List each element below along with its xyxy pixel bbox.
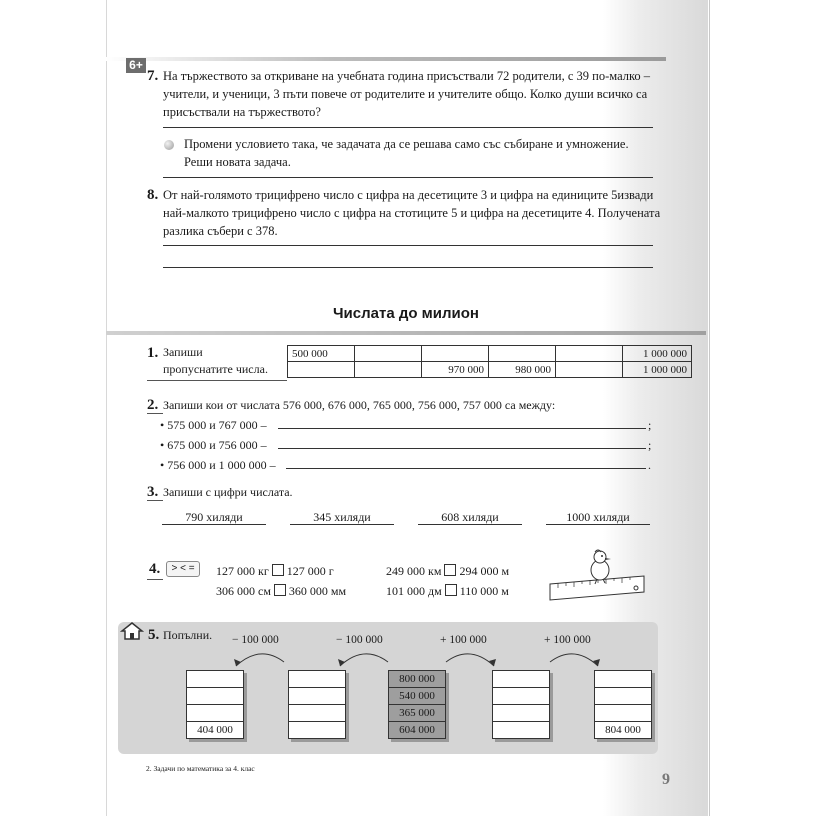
task8-number: 8.: [147, 187, 159, 203]
column-cell[interactable]: [289, 705, 345, 722]
answer-line: [163, 127, 653, 128]
ex3-underline: [147, 500, 163, 501]
number-column: [288, 670, 346, 739]
operation-label: + 100 000: [544, 634, 591, 646]
answer-line: [163, 177, 653, 178]
ex3-item: 1000 хиляди: [546, 510, 650, 525]
number-column-given: [388, 670, 446, 739]
task8-line: разлика събери с 378.: [163, 224, 278, 238]
column-cell[interactable]: [289, 688, 345, 705]
ex3-number: 3.: [147, 484, 159, 500]
table-cell[interactable]: [355, 362, 422, 378]
table-row: [288, 346, 692, 362]
compare-box[interactable]: [444, 564, 456, 576]
table-row: [288, 362, 692, 378]
compare-signs-badge: > < =: [166, 561, 200, 577]
ex4-value: 360 000 мм: [288, 584, 347, 598]
number-column: [186, 670, 244, 739]
note-line: Промени условието така, че задачата да се решава само със събиране и умножение.: [184, 137, 629, 151]
note-bullet-icon: [164, 140, 174, 150]
home-icon: [120, 621, 144, 641]
task7-note: [184, 135, 654, 171]
ex2-number: 2.: [147, 397, 159, 413]
answer-line: [163, 267, 653, 268]
ex4-compare: [216, 582, 346, 600]
number-column: [594, 670, 652, 739]
ex2-prompt: Запиши кои от числата 576 000, 676 000, 765 000, 756 000, 757 000 са между:: [163, 398, 556, 412]
ex4-value: 249 000 км: [386, 564, 442, 578]
column-cell[interactable]: [595, 705, 651, 722]
task8-text: [163, 186, 663, 240]
ex3-item: 608 хиляди: [418, 510, 522, 525]
ex4-compare: [386, 562, 509, 580]
operation-label: + 100 000: [440, 634, 487, 646]
column-cell[interactable]: [289, 722, 345, 738]
ruler-bird-illustration: [548, 548, 648, 606]
compare-box[interactable]: [272, 564, 284, 576]
ex2-underline: [147, 413, 163, 414]
note-line: Реши новата задача.: [184, 155, 291, 169]
ex3-prompt: Запиши с цифри числата.: [163, 485, 293, 499]
column-cell: 604 000: [389, 722, 445, 738]
section-title: Числата до милион: [333, 305, 479, 322]
table-cell: 1 000 000: [623, 346, 692, 362]
table-cell[interactable]: [422, 346, 489, 362]
ex2-item: • 756 000 и 1 000 000 –: [160, 458, 276, 472]
missing-numbers-table: [287, 345, 692, 378]
ex4-compare: [216, 562, 334, 580]
answer-line: [163, 245, 653, 246]
table-cell[interactable]: [355, 346, 422, 362]
table-cell: 500 000: [288, 346, 355, 362]
ex5-prompt: Попълни.: [163, 628, 213, 642]
arrow-arc-icon: [544, 648, 604, 668]
column-cell: 540 000: [389, 688, 445, 705]
ex2-item-end: ;: [648, 438, 652, 452]
column-cell[interactable]: [493, 688, 549, 705]
table-cell: 980 000: [489, 362, 556, 378]
table-cell[interactable]: [556, 362, 623, 378]
ex1-label: [163, 344, 268, 378]
table-cell: 1 000 000: [623, 362, 692, 378]
arrow-arc-icon: [334, 648, 394, 668]
column-cell[interactable]: [595, 671, 651, 688]
ex4-value: 127 000 г: [286, 564, 334, 578]
column-cell[interactable]: [187, 671, 243, 688]
page-number: 9: [662, 771, 670, 788]
ex3-item: 345 хиляди: [290, 510, 394, 525]
ex2-item-end: ;: [648, 418, 652, 432]
arrow-arc-icon: [230, 648, 290, 668]
answer-line[interactable]: [278, 448, 646, 449]
ex4-value: 294 000 м: [459, 564, 510, 578]
ex1-label-line: пропуснатите числа.: [163, 362, 268, 376]
task8-line: най-малкото трицифрено число с цифра на стотиците 5 и цифра на десетиците 4. Получената: [163, 206, 661, 220]
footer-note: 2. Задачи по математика за 4. клас: [146, 764, 255, 773]
task7-text: [163, 67, 663, 121]
task7-number: 7.: [147, 68, 159, 84]
ex4-value: 127 000 кг: [216, 564, 269, 578]
column-cell[interactable]: [187, 688, 243, 705]
ex2-item-end: .: [648, 458, 651, 472]
table-cell[interactable]: [556, 346, 623, 362]
column-cell[interactable]: [289, 671, 345, 688]
task7-line: присъствали на тържеството?: [163, 105, 321, 119]
number-column: [492, 670, 550, 739]
arrow-arc-icon: [440, 648, 500, 668]
ex1-number: 1.: [147, 345, 159, 361]
column-cell: 404 000: [197, 724, 233, 736]
operation-label: − 100 000: [232, 634, 279, 646]
ex2-item: • 675 000 и 756 000 –: [160, 438, 267, 452]
ex1-label-line: Запиши: [163, 345, 203, 359]
table-cell: 970 000: [422, 362, 489, 378]
compare-box[interactable]: [274, 584, 286, 596]
ex4-value: 110 000 м: [459, 584, 509, 598]
column-cell[interactable]: [595, 688, 651, 705]
section-divider: [106, 331, 706, 335]
table-cell[interactable]: [288, 362, 355, 378]
column-cell: 365 000: [389, 705, 445, 722]
task8-line: От най-голямото трицифрено число с цифра на десетиците 3 и цифра на единиците 5извади: [163, 188, 654, 202]
column-cell: 804 000: [605, 724, 641, 736]
ex4-compare: [386, 582, 509, 600]
ex1-underline: [147, 380, 287, 381]
answer-line[interactable]: [286, 468, 646, 469]
column-cell[interactable]: [493, 722, 549, 738]
top-divider: [106, 57, 666, 61]
column-cell: 800 000: [389, 671, 445, 688]
column-cell[interactable]: [493, 671, 549, 688]
ex5-number: 5.: [148, 627, 160, 643]
task7-line: На тържеството за откриване на учебната година присъствали 72 родители, с 39 по-малко –: [163, 69, 651, 83]
ex3-item: 790 хиляди: [162, 510, 266, 525]
compare-box[interactable]: [445, 584, 457, 596]
answer-line[interactable]: [278, 428, 646, 429]
operation-label: − 100 000: [336, 634, 383, 646]
ex2-item: • 575 000 и 767 000 –: [160, 418, 267, 432]
table-cell[interactable]: [489, 346, 556, 362]
column-cell[interactable]: [187, 705, 243, 722]
ex4-number: 4.: [149, 561, 161, 577]
task7-line: учители, и ученици, 3 пъти повече от родителите и учителите общо. Колко души всичко са: [163, 87, 648, 101]
ex4-value: 101 000 дм: [386, 584, 442, 598]
difficulty-badge: 6+: [126, 58, 146, 73]
column-cell[interactable]: [493, 705, 549, 722]
ex4-value: 306 000 см: [216, 584, 271, 598]
ex4-underline: [147, 579, 163, 580]
